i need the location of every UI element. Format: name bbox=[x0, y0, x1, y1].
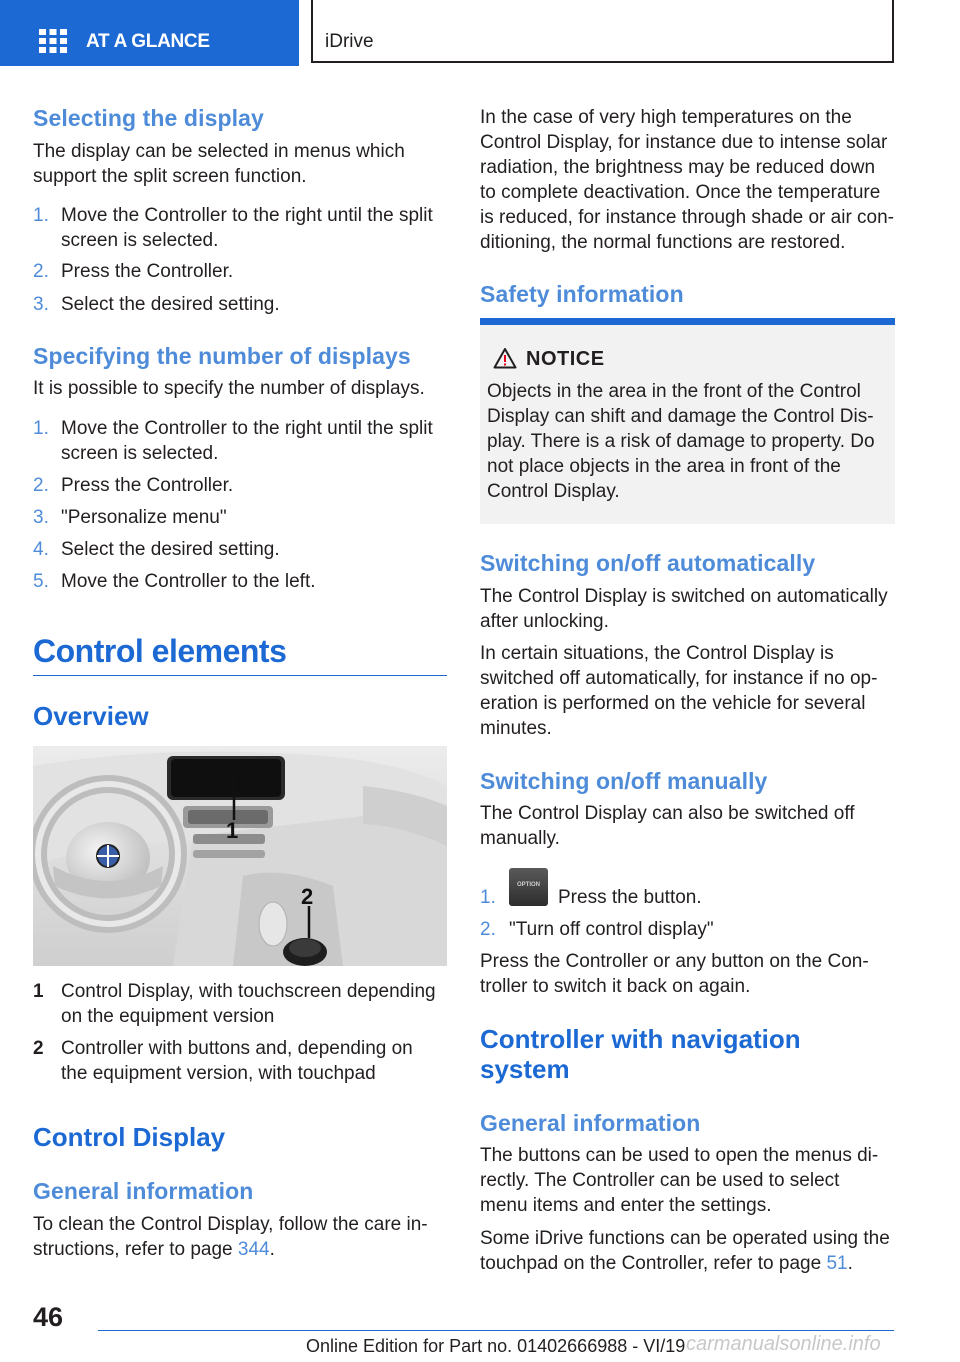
paragraph bbox=[480, 949, 895, 999]
option-button-icon bbox=[509, 868, 548, 906]
text-line: Control Display, for instance due to intense solar bbox=[480, 132, 888, 153]
text-line: the equipment version, with touchpad bbox=[61, 1063, 376, 1084]
notice-text bbox=[487, 379, 887, 504]
step-number: 5. bbox=[33, 571, 49, 592]
text-line: menu items and enter the settings. bbox=[480, 1195, 772, 1216]
page-link[interactable]: 51 bbox=[826, 1253, 848, 1274]
paragraph bbox=[480, 641, 895, 741]
text-line: minutes. bbox=[480, 718, 552, 739]
section-rule bbox=[33, 675, 447, 676]
list-item: Select the desired setting. bbox=[61, 294, 280, 315]
heading-control-elements: Control elements bbox=[33, 633, 287, 669]
step-number: 2. bbox=[33, 261, 49, 282]
text-fragment: structions, refer to page bbox=[33, 1239, 238, 1260]
text-line: switched off automatically, for instance if no op- bbox=[480, 668, 878, 689]
text-line: In certain situations, the Control Display is bbox=[480, 643, 834, 664]
heading-general-information: General information bbox=[33, 1178, 254, 1204]
page-link[interactable]: 344 bbox=[237, 1239, 270, 1260]
step-number: 1. bbox=[480, 887, 496, 908]
legend-item bbox=[61, 1036, 441, 1086]
text-line bbox=[33, 1237, 448, 1262]
heading-line: system bbox=[480, 1054, 570, 1084]
text-line: screen is selected. bbox=[61, 443, 219, 464]
interior-figure bbox=[33, 746, 447, 966]
text-line: after unlocking. bbox=[480, 611, 609, 632]
text-line: not place objects in the area in front of the bbox=[487, 456, 841, 477]
step-number: 3. bbox=[33, 507, 49, 528]
text-line: play. There is a risk of damage to property. Do bbox=[487, 431, 875, 452]
car-interior-illustration bbox=[33, 746, 447, 966]
text-line: The Control Display is switched on automatically bbox=[480, 586, 888, 607]
text-line: Press the Controller or any button on the Con- bbox=[480, 951, 869, 972]
chapter-label: AT A GLANCE bbox=[86, 31, 210, 52]
grid-icon bbox=[39, 29, 67, 53]
paragraph bbox=[480, 801, 895, 851]
text-line: Display can shift and damage the Control Dis- bbox=[487, 406, 874, 427]
notice-box bbox=[480, 318, 895, 524]
heading-line: Controller with navigation bbox=[480, 1024, 801, 1054]
warning-icon bbox=[493, 347, 517, 369]
heading-switching-auto: Switching on/off automatically bbox=[480, 550, 816, 576]
page-number: 46 bbox=[33, 1302, 64, 1332]
page-header bbox=[0, 0, 960, 66]
paragraph bbox=[33, 1212, 448, 1262]
paragraph: It is possible to specify the number of displays. bbox=[33, 378, 425, 399]
text-line: to complete deactivation. Once the temperature bbox=[480, 182, 881, 203]
step-number: 1. bbox=[33, 418, 49, 439]
section-title: iDrive bbox=[325, 31, 374, 52]
text-line: Controller with buttons and, depending on bbox=[61, 1038, 413, 1059]
text-line: Control Display, with touchscreen depending bbox=[61, 981, 436, 1002]
step-number: 2. bbox=[480, 919, 496, 940]
callout-2: 2 bbox=[301, 884, 314, 909]
button-label: OPTION bbox=[516, 882, 540, 888]
list-item: "Turn off control display" bbox=[509, 919, 714, 940]
legend-number: 2 bbox=[33, 1038, 44, 1059]
text-line: The buttons can be used to open the menus di- bbox=[480, 1145, 879, 1166]
text-line: Move the Controller to the right until the split bbox=[61, 418, 433, 439]
heading-controller-navigation bbox=[480, 1024, 801, 1084]
notice-title: NOTICE bbox=[526, 348, 605, 370]
heading-selecting-display: Selecting the display bbox=[33, 105, 264, 131]
list-item: Move the Controller to the left. bbox=[61, 571, 316, 592]
paragraph bbox=[33, 139, 448, 189]
footer-rule bbox=[98, 1330, 894, 1331]
text-fragment: touchpad on the Controller, refer to page bbox=[480, 1253, 827, 1274]
text-line: support the split screen function. bbox=[33, 166, 307, 187]
section-title-box bbox=[311, 0, 894, 63]
heading-switching-manual: Switching on/off manually bbox=[480, 768, 768, 794]
text-line: rectly. The Controller can be used to select bbox=[480, 1170, 840, 1191]
list-item: Press the button. bbox=[558, 887, 702, 908]
text-line: screen is selected. bbox=[61, 230, 219, 251]
watermark: carmanualsonline.info bbox=[686, 1333, 881, 1355]
heading-control-display: Control Display bbox=[33, 1122, 226, 1152]
heading-safety-information: Safety information bbox=[480, 281, 684, 307]
text-line: on the equipment version bbox=[61, 1006, 275, 1027]
text-line: Control Display. bbox=[487, 481, 620, 502]
chapter-tab[interactable] bbox=[0, 0, 299, 66]
text-line: Objects in the area in the front of the Control bbox=[487, 381, 861, 402]
step-number: 1. bbox=[33, 205, 49, 226]
text-line: Move the Controller to the right until the split bbox=[61, 205, 433, 226]
text-line: The Control Display can also be switched off bbox=[480, 803, 855, 824]
text-line: is reduced, for instance through shade or air con- bbox=[480, 207, 895, 228]
paragraph bbox=[480, 1143, 895, 1218]
list-item: "Personalize menu" bbox=[61, 507, 227, 528]
text-line: To clean the Control Display, follow the care in- bbox=[33, 1214, 428, 1235]
text-line: troller to switch it back on again. bbox=[480, 976, 751, 997]
callout-1: 1 bbox=[226, 818, 239, 843]
text-fragment: . bbox=[269, 1239, 275, 1260]
footer-edition: Online Edition for Part no. 01402666988 - VI/19 bbox=[306, 1336, 686, 1356]
legend-number: 1 bbox=[33, 981, 44, 1002]
paragraph bbox=[480, 584, 895, 634]
paragraph bbox=[480, 1226, 895, 1276]
list-item bbox=[61, 416, 441, 466]
paragraph-temperature bbox=[480, 105, 895, 255]
text-line: The display can be selected in menus which bbox=[33, 141, 405, 162]
text-line: radiation, the brightness may be reduced down bbox=[480, 157, 876, 178]
text-line bbox=[480, 1251, 895, 1276]
text-line: Some iDrive functions can be operated using the bbox=[480, 1228, 890, 1249]
text-fragment: . bbox=[847, 1253, 853, 1274]
text-line: manually. bbox=[480, 828, 560, 849]
heading-overview: Overview bbox=[33, 701, 149, 731]
list-item: Press the Controller. bbox=[61, 475, 234, 496]
list-item: Press the Controller. bbox=[61, 261, 234, 282]
step-number: 2. bbox=[33, 475, 49, 496]
legend-item bbox=[61, 979, 441, 1029]
step-number: 4. bbox=[33, 539, 49, 560]
heading-general-information: General information bbox=[480, 1110, 701, 1136]
text-line: In the case of very high temperatures on the bbox=[480, 107, 852, 128]
text-line: eration is performed on the vehicle for several bbox=[480, 693, 866, 714]
step-number: 3. bbox=[33, 294, 49, 315]
list-item bbox=[61, 203, 441, 253]
list-item: Select the desired setting. bbox=[61, 539, 280, 560]
text-line: ditioning, the normal functions are restored. bbox=[480, 232, 846, 253]
heading-specifying-displays: Specifying the number of displays bbox=[33, 343, 411, 369]
